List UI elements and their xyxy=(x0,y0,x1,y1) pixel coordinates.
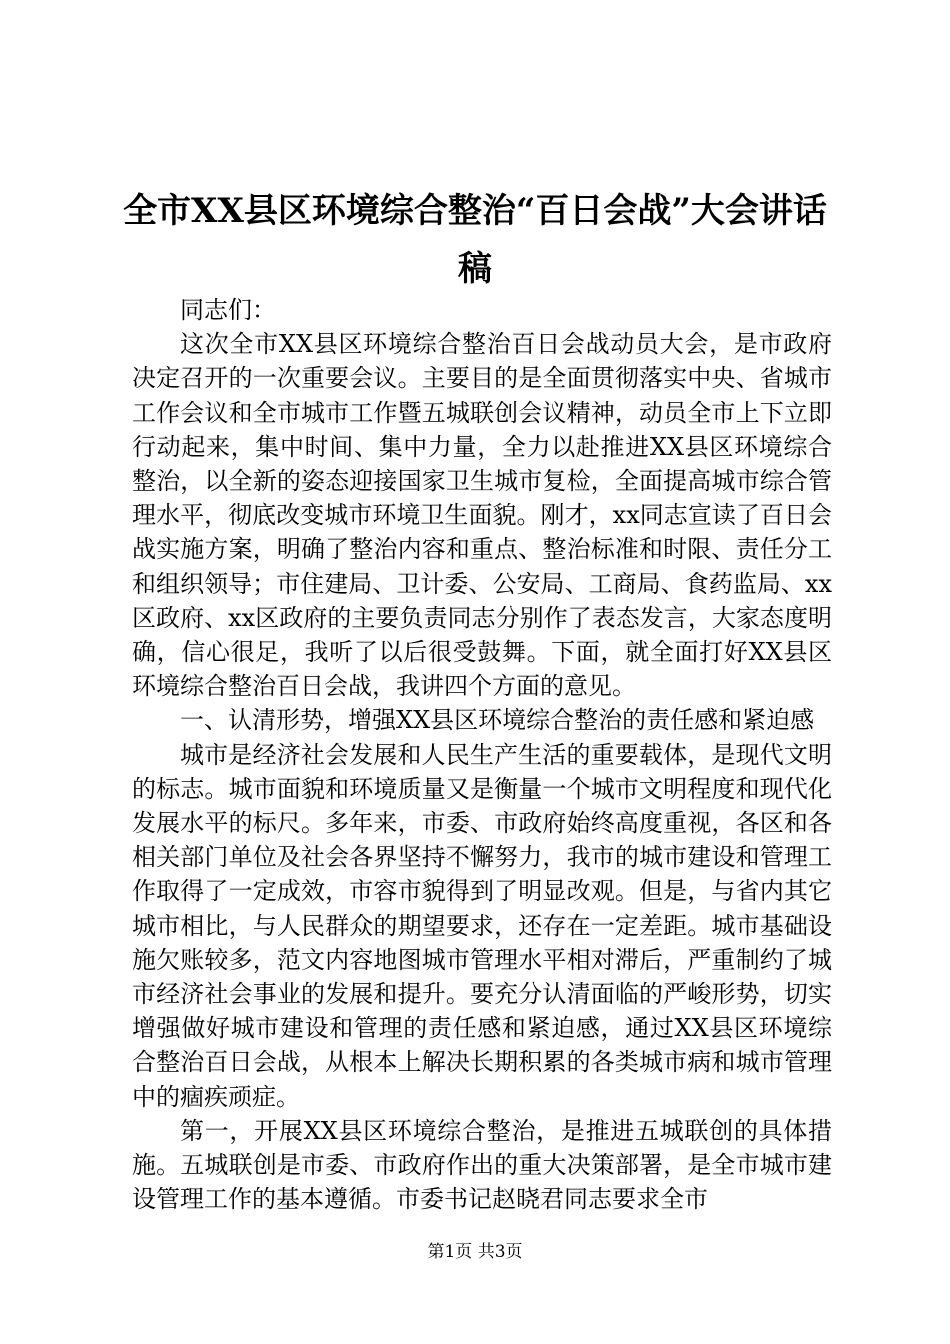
section-heading-1: 一、认清形势，增强XX县区环境综合整治的责任感和紧迫感 xyxy=(180,706,815,735)
body-paragraph: 第一，开展XX县区环境综合整治，是推进五城联创的具体措施。五城联创是市委、市政府作出的重大决策部署，是全市城市建设管理工作的基本遵循。市委书记赵晓君同志要求全市 xyxy=(132,1116,832,1214)
intro-paragraph: 这次全市XX县区环境综合整治百日会战动员大会，是市政府决定召开的一次重要会议。主要目的是全面贯彻落实中央、省城市工作会议和全市城市工作暨五城联创会议精神，动员全市上下立即行动起来，集中时间、集中力量，全力以赴推进XX县区环境综合整治，以全新的姿态迎接国家卫生城市复检，全面提高城市综合管理水平，彻底改变城市环境卫生面貌。刚才，xx同志宣读了百日会战实施方案，明确了整治内容和重点、整治标准和时限、责任分工和组织领导；市住建局、卫计委、公安局、工商局、食药监局、xx区政府、xx区政府的主要负责同志分别作了表态发言，大家态度明确，信心很足，我听了以后很受鼓舞。下面，就全面打好XX县区环境综合整治百日会战，我讲四个方面的意见。 xyxy=(132,330,832,701)
body-paragraph: 城市是经济社会发展和人民生产生活的重要载体，是现代文明的标志。城市面貌和环境质量又是衡量一个城市文明程度和现代化发展水平的标尺。多年来，市委、市政府始终高度重视，各区和各相关部门单位及社会各界坚持不懈努力，我市的城市建设和管理工作取得了一定成效，市容市貌得到了明显改观。但是，与省内其它城市相比，与人民群众的期望要求，还存在一定差距。城市基础设施欠账较多，范文内容地图城市管理水平相对滞后，严重制约了城市经济社会事业的发展和提升。要充分认清面临的严峻形势，切实增强做好城市建设和管理的责任感和紧迫感，通过XX县区环境综合整治百日会战，从根本上解决长期积累的各类城市病和城市管理中的痼疾顽症。 xyxy=(132,740,832,1111)
document-body xyxy=(132,293,832,1216)
page-number-footer: 第1页 共3页 xyxy=(427,1242,523,1262)
document-title: 全市XX县区环境综合整治“百日会战”大会讲话稿 xyxy=(123,191,827,289)
salutation-paragraph: 同志们： xyxy=(180,296,276,324)
